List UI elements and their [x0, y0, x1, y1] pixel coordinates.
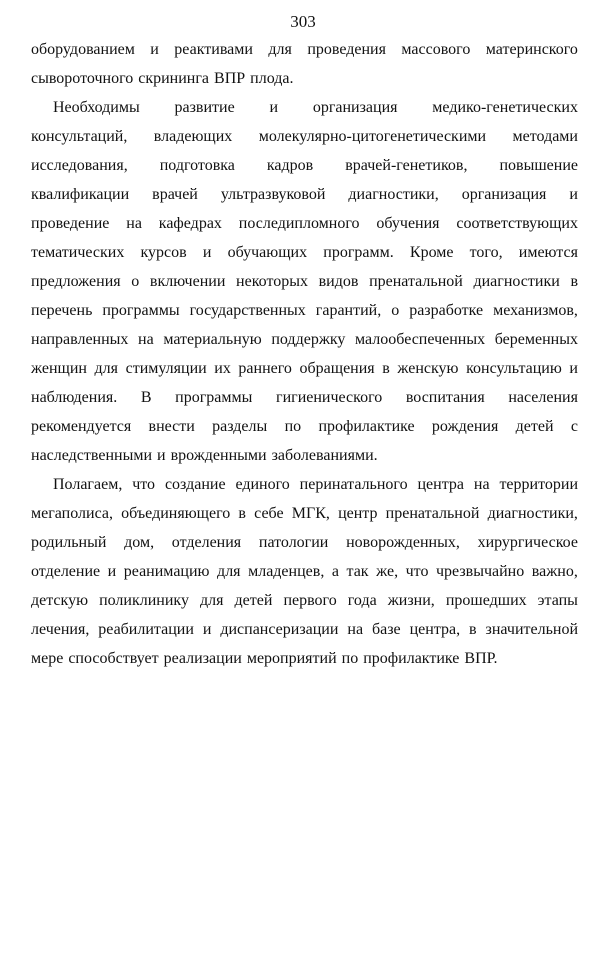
text-line: направленных на материальную поддержку малообеспеченных беременных: [31, 331, 578, 348]
paragraph: [31, 470, 578, 673]
text-line: предложения о включении некоторых видов пренатальной диагностики в: [31, 273, 578, 290]
page-number: 303: [290, 12, 316, 31]
text-line: отделение и реанимацию для младенцев, а так же, что чрезвычайно важно,: [31, 563, 578, 580]
paragraph: [31, 35, 578, 93]
text-line: Полагаем, что создание единого перинатального центра на территории: [53, 476, 578, 493]
text-line: лечения, реабилитации и диспансеризации на базе центра, в значительной: [31, 621, 578, 638]
text-line: наследственными и врожденными заболеваниями.: [31, 447, 378, 464]
text-line: родильный дом, отделения патологии новорожденных, хирургическое: [31, 534, 578, 551]
text-line: сывороточного скрининга ВПР плода.: [31, 70, 294, 87]
text-line: оборудованием и реактивами для проведения массового материнского: [31, 41, 578, 58]
text-line: исследования, подготовка кадров врачей-генетиков, повышение: [31, 157, 578, 174]
text-line: мегаполиса, объединяющего в себе МГК, центр пренатальной диагностики,: [31, 505, 578, 522]
document-body: [31, 35, 578, 673]
text-line: мере способствует реализации мероприятий по профилактике ВПР.: [31, 650, 498, 667]
text-line: наблюдения. В программы гигиенического воспитания населения: [31, 389, 578, 406]
text-line: перечень программы государственных гарантий, о разработке механизмов,: [31, 302, 578, 319]
text-line: Необходимы развитие и организация медико-генетических: [53, 99, 578, 116]
paragraph: [31, 93, 578, 470]
text-line: рекомендуется внести разделы по профилактике рождения детей с: [31, 418, 578, 435]
text-line: детскую поликлинику для детей первого года жизни, прошедших этапы: [31, 592, 578, 609]
text-line: квалификации врачей ультразвуковой диагностики, организация и: [31, 186, 578, 203]
text-line: тематических курсов и обучающих программ. Кроме того, имеются: [31, 244, 578, 261]
text-line: консультаций, владеющих молекулярно-цитогенетическими методами: [31, 128, 578, 145]
text-line: проведение на кафедрах последипломного обучения соответствующих: [31, 215, 578, 232]
text-line: женщин для стимуляции их раннего обращения в женскую консультацию и: [31, 360, 578, 377]
